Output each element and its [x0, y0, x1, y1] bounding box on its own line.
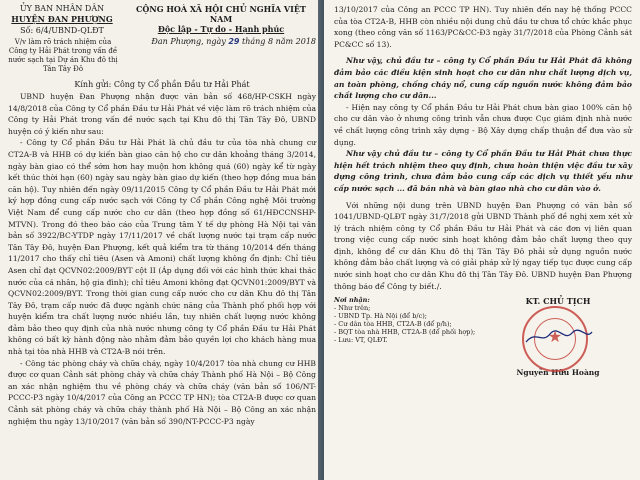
- subject-line: V/v làm rõ trách nhiệm của Công ty Hải Phát trong vấn đề nước sạch tại Dự án Khu đô thị Tân Tây Đô: [8, 38, 118, 73]
- paragraph: - Công tác phòng cháy và chữa cháy, ngày 10/4/2017 tòa nhà chung cư HHB được cơ quan Cảnh sát phòng cháy và chữa cháy Thành phố Hà Nội – Bộ Công an xác nhận nghiệm thu về phòng cháy và chữa cháy (văn bản số 106/NT-PCCC-P3 ngày 10/4/2017 của Công an PCCC TP HN); tòa CT2A-B được cơ quan Cảnh sát phòng cháy và chữa cháy thành phố Hà Nội – Bộ Công an xác nhận nghiệm thu ngày 13/10/2017 (văn bản số 390/NT-PCCC-P3 ngày: [8, 358, 316, 426]
- paragraph: Với những nội dung trên UBND huyện Đan Phượng có văn bản số 1041/UBND-QLĐT ngày 31/7/2018 gửi UBND Thành phố đề nghị xem xét xử lý trách nhiệm công ty Cổ phần Đầu tư Hải Phát và các đơn vị liên quan trong việc cung cấp nước sinh hoạt không đảm bảo chất lượng theo quy định, không để cư dân Khu đô thị Tân Tây Đô phải sử dụng nguồn nước không đảm bảo chất lượng và có giải pháp xử lý ngay tiếp tục được cung cấp nước sinh hoạt cho cư dân Khu đô thị Tân Tây Đô. UBND huyện Đan Phượng thông báo để Công ty biết./.: [334, 200, 632, 291]
- recipient-item: - Lưu: VT, QLĐT.: [334, 336, 388, 345]
- salutation: Kính gửi: Công ty Cổ phần Đầu tư Hải Phát: [74, 80, 250, 89]
- date-day: 29: [228, 37, 240, 46]
- issue-date: [126, 37, 316, 47]
- conclusion-paragraph: Như vậy chủ đầu tư – công ty Cổ phần Đầu tư Hải Phát chưa thực hiện hết trách nhiệm theo quy định, chưa hoàn thiện việc đầu tư xây dựng công trình, chưa đảm bảo cung cấp các dịch vụ thiết yếu như cấp nước sạch ... đã bán nhà và bàn giao nhà cho cư dân vào ở.: [334, 149, 632, 193]
- nation-block: [126, 4, 316, 47]
- recipients-list: [334, 296, 484, 377]
- paragraph: - Hiện nay công ty Cổ phần Đầu tư Hải Phát chưa bàn giao 100% căn hộ cho cư dân vào ở nhưng công trình vẫn chưa được Cục giám định nhà nước về chất lượng công trình xây dựng - Bộ Xây dựng chấp thuận để đưa vào sử dụng.: [334, 102, 632, 147]
- issuer-top: ỦY BAN NHÂN DÂN: [19, 4, 105, 13]
- signature-section: [334, 296, 632, 377]
- recipient-item: - UBND Tp. Hà Nội (để b/c);: [334, 312, 427, 321]
- issuer-name: HUYỆN ĐAN PHƯỢNG: [11, 14, 113, 24]
- right-document-page: [324, 0, 640, 480]
- date-suffix: tháng 8 năm 2018: [242, 37, 316, 46]
- handwritten-signature: [524, 328, 594, 346]
- date-prefix: Đan Phượng, ngày: [151, 37, 226, 46]
- recipient-item: - BQT tòa nhà HHB, CT2A-B (để phối hợp);: [334, 328, 476, 337]
- signer-title: CHỦ TỊCH: [543, 296, 591, 307]
- conclusion-paragraph: Như vậy, chủ đầu tư – công ty Cổ phần Đầu tư Hải Phát đã không đảm bảo các điều kiện sinh hoạt cho cư dân như chất lượng dịch vụ, an toàn phòng, chống cháy nổ, cung cấp nguồn nước không đảm bảo chất lượng cho cư dân...: [334, 56, 632, 101]
- paragraph: - Công ty Cổ phần Đầu tư Hải Phát là chủ đầu tư của tòa nhà chung cư CT2A-B và HHB có dự kiến bàn giao căn hộ cho cư dân khoảng tháng 3/2014, ngày bàn giao có thể sớm hơn hay muộn hơn không quá (60) ngày kể từ ngày kết thúc thời hạn (60) ngày sau ngày bàn giao dự kiến (theo hợp đồng mua bán căn hộ). Tuy nhiên đến ngày 09/11/2015 Công ty Cổ phần Đầu tư Hải Phát mới ký hợp đồng cung cấp nước sạch với Công ty Cổ phần Công nghệ Môi trường Việt Nam để cung cấp nước cho cư dân (theo hợp đồng số 61/HĐCCNSHP-MTVN). Trong đó theo báo cáo của Trung tâm Y tế dự phòng Hà Nội tại văn bản số 3922/BC-YTDP ngày 17/11/2017 về chất lượng nước tại trạm cấp nước Tân Tây Đô, huyện Đan Phượng, kết quả kiểm tra từ tháng 10/2014 đến tháng 11/2017 cho thấy chỉ tiêu (Asen và Amoni) chất lượng không ổn định: Chỉ tiêu Asen chỉ đạt QCVN02:2009/BYT cột II (Áp dụng đối với các hình thức khai thác nước của cá nhân, hộ gia đình); chỉ tiêu Amoni không đạt QCVN01:2009/BYT và QCVN02:2009/BYT. Trong thời gian cung cấp nước cho cư dân Khu đô thị Tân Tây Đô, trạm cấp nước đã được ngành chức năng của Thành phố phối hợp với huyện kiểm tra chất lượng nước nhiều lần, tuy nhiên chất lượng nước không đảm bảo theo quy định của nhà nước nhưng công ty Cổ phần Đầu tư Hải Phát không có bất kỳ hành động nào nhằm đảm bảo quyền lợi cho khách hàng mua nhà tại tòa nhà HHB và CT2A-B nói trên.: [8, 138, 316, 357]
- signer-name: Nguyễn Hữu Hoàng: [516, 368, 600, 378]
- paragraph: 13/10/2017 của Công an PCCC TP HN). Tuy nhiên đến nay hệ thống PCCC của tòa CT2A-B, HHB còn nhiều nội dung chủ đầu tư chưa tổ chức khắc phục xong (theo công văn số 1163/PC&CC-Đ3 ngày 31/7/2018 của Phòng Cảnh sát PC&CC số 13).: [334, 5, 632, 49]
- nation-title: CỘNG HOÀ XÃ HỘI CHỦ NGHĨA VIỆT NAM: [136, 4, 306, 24]
- paragraph: UBND huyện Đan Phượng nhận được văn bản số 468/HP-CSKH ngày 14/8/2018 của Công ty Cổ phần Đầu tư Hải Phát về việc làm rõ trách nhiệm của Công ty Hải Phát trong vấn đề nước sạch tại Khu đô thị Tân Tây Đô, UBND huyện có ý kiến như sau:: [8, 92, 316, 136]
- nation-motto: Độc lập - Tự do - Hạnh phúc: [157, 24, 285, 34]
- document-number: Số: 6/4/UBND-QLĐT: [20, 26, 104, 35]
- recipient-item: - Như trên;: [334, 304, 371, 313]
- recipient-item: - Cư dân tòa HHB, CT2A-B (để p/h);: [334, 320, 452, 329]
- sign-prefix: KT.: [525, 296, 541, 307]
- star-icon: ★: [547, 327, 563, 347]
- signer-block: [484, 296, 632, 377]
- recipients-title: Nơi nhận:: [334, 296, 370, 305]
